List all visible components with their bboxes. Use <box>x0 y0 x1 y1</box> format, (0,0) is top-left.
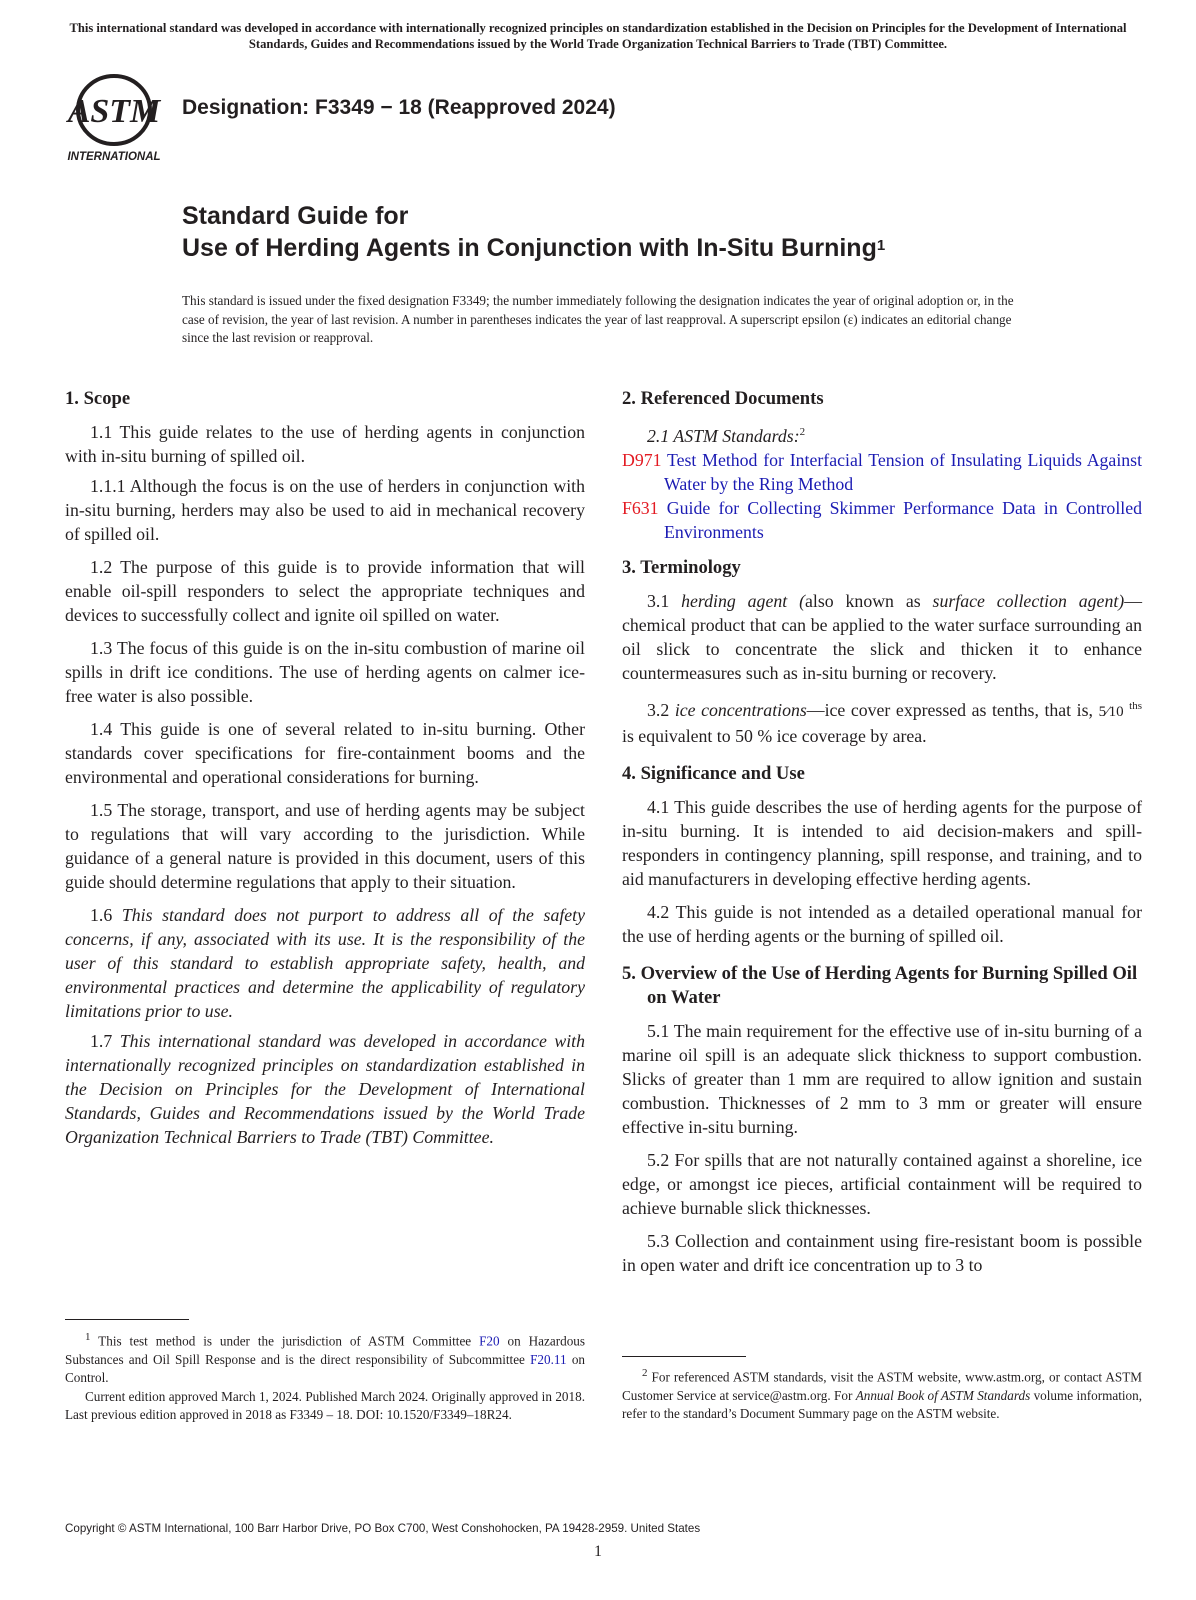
paragraph-1-6: 1.6 This standard does not purport to address all of the safety concerns, if any, associated with its use. It is the responsibility of the user of this standard to establish appropriate safety, health, and environmental practices and determine the applicability of regulatory limitations prior to use. <box>65 905 585 1021</box>
paragraph-1-7: 1.7 This international standard was developed in accordance with internationally recognized principles on standardization established in the Decision on Principles for the Development of International Standards, Guides and Recommendations issued by the World Trade Organization Technical Barriers to Trade (TBT) Committee. <box>65 1031 585 1147</box>
reference-code[interactable]: D971 <box>622 449 662 470</box>
section-heading-overview: 5. Overview of the Use of Herding Agents for Burning Spilled Oil on Water <box>622 962 1138 1008</box>
logo-subtext: INTERNATIONAL <box>67 151 161 163</box>
paragraph-5-2: 5.2 For spills that are not naturally contained against a shoreline, ice edge, or amongst ice pieces, artificial containment will be required to achieve burnable slick thicknesses. <box>622 1149 1142 1218</box>
paragraph-1-1-1: 1.1.1 Although the focus is on the use of herders in conjunction with in-situ burning, herders may also be used to aid in mechanical recovery of spilled oil. <box>65 476 585 544</box>
footnote-1: $^1$ This test method is under the jurisdiction of ASTM Committee F20 on Hazardous Substances and Oil Spill Response and is the direct responsibility of Subcommittee F20.11 on Control. Current edition approved March 1, 2024. Published March 2024. Originally approved in 2018. Last previous edition approved in 2018 as F3349 – 18. DOI: 10.1520/F3349–18R24. <box>65 1331 586 1423</box>
paragraph-1-4: 1.4 This guide is one of several related to in-situ burning. Other standards cover specifications for fire-containment booms and the environmental and operational considerations for burning. <box>65 719 585 787</box>
reference-d971[interactable] <box>622 448 1142 496</box>
paragraph-1-1: 1.1 This guide relates to the use of herding agents in conjunction with in-situ burning of spilled oil. <box>65 422 585 466</box>
paragraph-1-5: 1.5 The storage, transport, and use of herding agents may be subject to regulations that will vary according to the jurisdiction. While guidance of a general nature is provided in this document, users of this guide should determine regulations that apply to their situation. <box>65 800 585 892</box>
page-number: 1 <box>594 1543 602 1560</box>
right-column <box>622 387 1142 1286</box>
copyright-line: Copyright © ASTM International, 100 Barr Harbor Drive, PO Box C700, West Conshohocken, PA 19428-2959. United States <box>65 1522 701 1535</box>
footnote-rule-left <box>65 1319 189 1320</box>
paragraph-5-3: 5.3 Collection and containment using fire-resistant boom is possible in open water and drift ice concentration up to 3 to <box>622 1230 1142 1275</box>
top-note: This international standard was developed in accordance with internationally recognized principles on standardization established in the Decision on Principles for the Development of International Standards, Guides and Recommendations issued by the World Trade Organization Technical Barriers to Trade (TBT) Committee. <box>69 21 1127 51</box>
issued-note: This standard is issued under the fixed designation F3349; the number immediately following the designation indicates the year of original adoption or, in the case of revision, the year of last revision. A number in parentheses indicates the year of last reapproval. A superscript epsilon (ε) indicates an editorial change since the last revision or reapproval. <box>182 293 1014 345</box>
reference-f631[interactable] <box>622 496 1142 544</box>
title-line-2: Use of Herding Agents in Conjunction with In-Situ Burning$^1$ <box>182 234 886 262</box>
reference-title[interactable]: Guide for Collecting Skimmer Performance Data in Controlled Environments <box>664 497 1142 542</box>
paragraph-1-3: 1.3 The focus of this guide is on the in-situ combustion of marine oil spills in drift ice conditions. The use of herding agents on calmer ice-free water is also possible. <box>65 638 585 706</box>
footnote-2: $^2$ For referenced ASTM standards, visit the ASTM website, www.astm.org, or contact ASTM Customer Service at service@astm.org. For Annual Book of ASTM Standards volume information, refer to the standard’s Document Summary page on the ASTM website. <box>622 1367 1143 1422</box>
section-heading-significance: 4. Significance and Use <box>622 762 805 784</box>
section-heading-referenced-documents: 2. Referenced Documents <box>622 388 824 409</box>
title-footnote-mark: 1 <box>876 237 886 254</box>
astm-standards-label: 2.1 ASTM Standards:$^2$ <box>647 425 806 446</box>
logo-wordmark: ASTM <box>67 93 161 130</box>
section-heading-scope: 1. Scope <box>65 388 131 409</box>
designation: Designation: F3349 − 18 (Reapproved 2024) <box>182 96 616 119</box>
document-title <box>182 200 885 264</box>
paragraph-4-1: 4.1 This guide describes the use of herding agents for the purpose of in-situ burning. It is intended to aid decision-makers and spill-responders in contingency planning, spill response, and training, and to aid manufacturers in developing effective herding agents. <box>622 796 1142 889</box>
subcommittee-f20-11-link[interactable]: F20.11 <box>530 1351 567 1367</box>
title-line-1: Standard Guide for <box>182 202 409 230</box>
reference-code[interactable]: F631 <box>622 497 659 518</box>
left-column <box>65 387 585 1158</box>
definition-3-1: 3.1 herding agent (also known as surface collection agent)—chemical product that can be applied to the water surface surrounding an oil slick to concentrate the slick and thicken it to enhance countermeasures such as in-situ burning or recovery. <box>622 590 1142 683</box>
paragraph-4-2: 4.2 This guide is not intended as a detailed operational manual for the use of herding agents or the burning of spilled oil. <box>622 901 1142 946</box>
reference-title[interactable]: Test Method for Interfacial Tension of Insulating Liquids Against Water by the Ring Method <box>664 449 1143 494</box>
section-heading-terminology: 3. Terminology <box>622 556 741 578</box>
paragraph-1-2: 1.2 The purpose of this guide is to provide information that will enable oil-spill responders to select the appropriate techniques and devices to successfully collect and ignite oil spilled on water. <box>65 557 585 625</box>
paragraph-5-1: 5.1 The main requirement for the effective use of in-situ burning of a marine oil spill is an adequate slick thickness to support combustion. Slicks of greater than 1 mm are required to allow ignition and sustain combustion. Thicknesses of 2 mm to 3 mm or greater will ensure effective in-situ burning. <box>622 1020 1142 1137</box>
committee-f20-link[interactable]: F20 <box>479 1333 500 1349</box>
definition-3-2: 3.2 ice concentrations—ice cover expressed as tenths, that is, 5⁄10 $^{ths}$ is equivalent to 50 % ice coverage by area. <box>622 699 1143 746</box>
astm-logo <box>64 72 172 164</box>
footnote-rule-right <box>622 1356 746 1357</box>
